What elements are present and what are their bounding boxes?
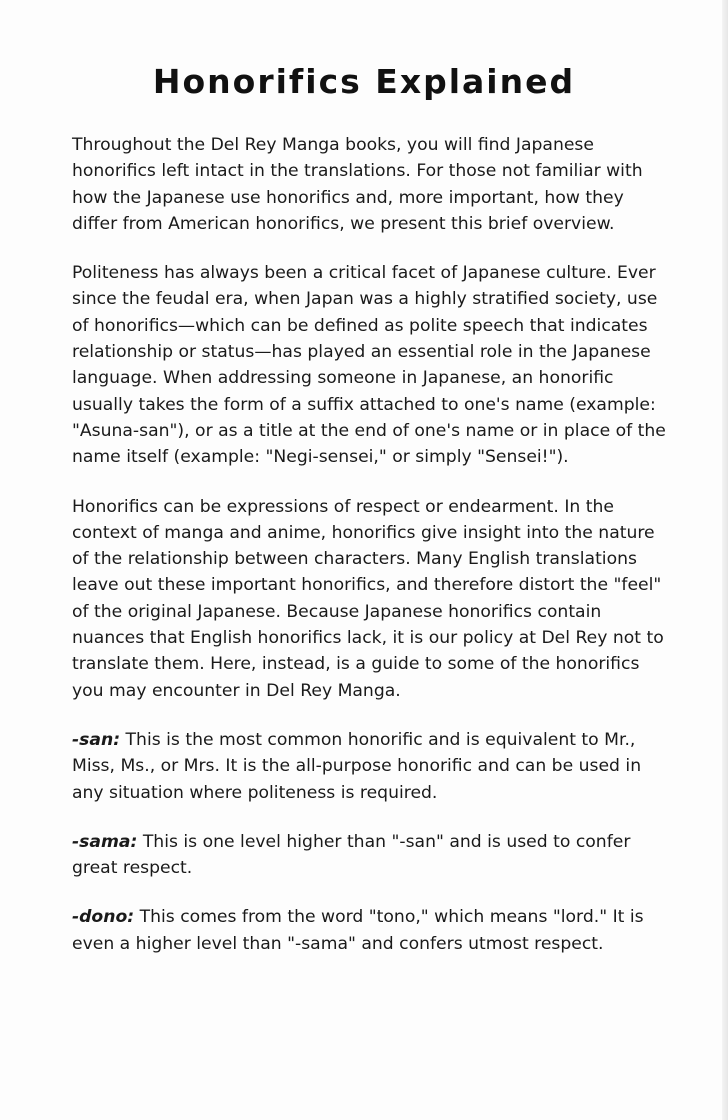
honorific-term: -dono: [72,907,135,928]
honorific-definition: This comes from the word "tono," which means "lord." It is even a higher level than "-sama" and confers utmost respect. [72,907,644,954]
body-text [72,132,672,980]
intro-paragraph: Throughout the Del Rey Manga books, you will find Japanese honorifics left intact in the translations. For those not familiar with how the Japanese use honorifics and, more important, how they differ from American honorifics, we present this brief overview. [72,135,643,234]
endearment-paragraph: Honorifics can be expressions of respect or endearment. In the context of manga and anime, honorifics give insight into the nature of the relationship between characters. Many English translations leave out these important honorifics, and therefore distort the "feel" of the original Japanese. Because Japanese honorifics contain nuances that English honorifics lack, it is our policy at Del Rey not to translate them. Here, instead, is a guide to some of the honorifics you may encounter in Del Rey Manga. [72,496,664,701]
honorific-entry-dono [72,904,672,957]
honorific-entry-sama [72,829,672,882]
honorific-entry-san [72,727,672,806]
page-title: Honorifics Explained [152,62,576,101]
page-edge [722,0,728,1120]
politeness-paragraph: Politeness has always been a critical facet of Japanese culture. Ever since the feudal era, when Japan was a highly stratified society, use of honorifics—which can be defined as polite speech that indicates relationship or status—has played an essential role in the Japanese language. When addressing someone in Japanese, an honorific usually takes the form of a suffix attached to one's name (example: "Asuna-san"), or as a title at the end of one's name or in place of the name itself (example: "Negi-sensei," or simply "Sensei!"). [72,263,666,468]
honorific-term: -sama: [72,831,138,852]
honorific-definition: This is the most common honorific and is equivalent to Mr., Miss, Ms., or Mrs. It is the all-purpose honorific and can be used in any situation where politeness is required. [72,729,642,803]
honorific-term: -san: [72,729,121,750]
honorific-definition: This is one level higher than "-san" and is used to confer great respect. [72,831,631,879]
